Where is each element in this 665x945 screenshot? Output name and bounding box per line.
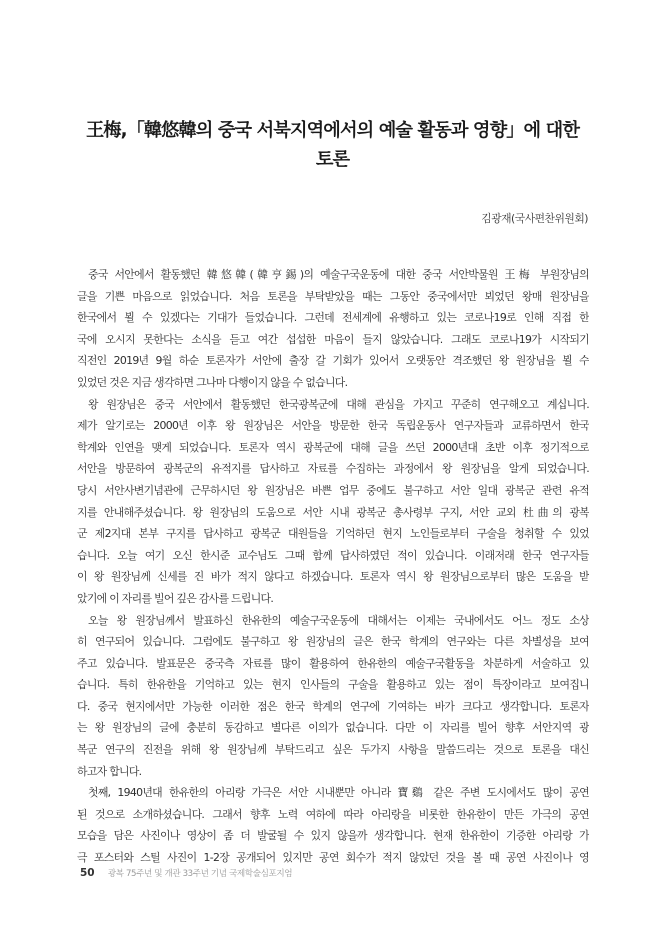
body-line: 있었던 것은 지금 생각하면 그나마 다행이지 않을 수 없습니다. (77, 375, 348, 389)
body-line: 첫째, 1940년대 한유한의 아리랑 가극은 서안 시내뿐만 아니라 寶鷄 같은 주변 도시에서도 많이 공연 (88, 786, 589, 800)
body-line: 복군 연구의 진전을 위해 왕 원장님께 부탁드리고 싶은 두가지 사항을 말씀드리는 것으로 토론을 대신 (77, 743, 589, 757)
body-line: 국에 오시지 못한다는 소식을 듣고 여간 섭섭한 마음이 들지 않았습니다. 그래도 코로나19가 시작되기 (77, 332, 589, 346)
body-line: 군 제2지대 본부 구지를 답사하고 광복군 대원들을 기억하던 현지 노인들로부터 구술을 청취할 수 있었 (77, 527, 589, 541)
body-line: 당시 서안사변기념관에 근무하시던 왕 원장님은 바쁜 업무 중에도 불구하고 서안 일대 광복군 관련 유적 (77, 483, 589, 497)
body-line: 오늘 왕 원장님께서 발표하신 한유한의 예술구국운동에 대해서는 이제는 국내에서도 어느 정도 소상 (88, 613, 589, 627)
author-affiliation: 김광재(국사편찬위원회) (481, 212, 588, 225)
page-footer (80, 867, 292, 879)
body-line: 았기에 이 자리를 빌어 깊은 감사를 드립니다. (77, 591, 274, 605)
body-line: 모습을 담은 사진이나 영상이 좀 더 발굴될 수 있지 않을까 생각합니다. 현재 한유한이 기증한 아리랑 가 (77, 829, 589, 843)
body-line: 하고자 합니다. (77, 764, 142, 778)
running-title: 광복 75주년 및 개관 33주년 기념 국제학술심포지엄 (107, 869, 293, 879)
title-line-2: 토론 (315, 149, 350, 170)
body-line: 다. 중국 현지에서만 가능한 이러한 점은 한국 학계의 연구에 기여하는 바가 크다고 생각합니다. 토론자 (77, 699, 589, 713)
body-line: 중국 서안에서 활동했던 韓悠韓(韓亨錫)의 예술구국운동에 대한 중국 서안박물원 王梅 부원장님의 (88, 268, 589, 281)
body-line: 제가 알기로는 2000년 이후 왕 원장님은 서안을 방문한 한국 독립운동사 연구자들과 교류하면서 한국 (77, 419, 589, 433)
body-line: 습니다. 오늘 여기 오신 한시준 교수님도 그때 함께 답사하였던 적이 있습니다. 이래저래 한국 연구자들 (77, 548, 589, 562)
body-line: 주고 있습니다. 발표문은 중국측 자료를 많이 활용하여 한유한의 예술구국활동을 차분하게 서술하고 있 (77, 656, 589, 670)
body-line: 직전인 2019년 9월 하순 토론자가 서안에 출장 갈 기회가 있어서 오랫동안 격조했던 왕 원장님을 뵐 수 (77, 354, 589, 368)
body-line: 왕 원장님은 중국 서안에서 활동했던 한국광복군에 대해 관심을 가지고 꾸준히 연구해오고 계십니다. (88, 397, 589, 411)
body-line: 지를 안내해주셨습니다. 왕 원장님의 도움으로 서안 시내 광복군 총사령부 구지, 서안 교외 杜曲의 광복 (77, 505, 589, 519)
title-line-1: 王梅,「韓悠韓의 중국 서북지역에서의 예술 활동과 영향」에 대한 (86, 120, 579, 141)
body-line: 글을 기쁜 마음으로 읽었습니다. 처음 토론을 부탁받았을 때는 그동안 중국에서만 뵈었던 왕매 원장님을 (77, 289, 589, 303)
body-text (77, 264, 589, 869)
body-line: 학계와 인연을 맺게 되었습니다. 토론자 역시 광복군에 대해 글을 쓰던 2000년대 초반 이후 정기적으로 (77, 440, 589, 454)
body-line: 서안을 방문하여 광복군의 유적지를 답사하고 자료를 수집하는 과정에서 왕 원장님을 알게 되었습니다. (77, 462, 589, 476)
body-line: 는 왕 원장님의 글에 충분히 동감하고 별다른 이의가 없습니다. 다만 이 자리를 빌어 향후 서안지역 광 (77, 721, 589, 735)
body-line: 습니다. 특히 한유한을 기억하고 있는 현지 인사들의 구술을 활용하고 있는 점이 특장이라고 보여집니 (77, 678, 589, 692)
page-title (60, 116, 605, 174)
body-line: 이 왕 원장님께 신세를 진 바가 적지 않다고 하겠습니다. 토론자 역시 왕 원장님으로부터 많은 도움을 받 (77, 570, 589, 584)
body-line: 히 연구되어 있습니다. 그럼에도 불구하고 왕 원장님의 글은 한국 학계의 연구와는 다른 차별성을 보여 (77, 635, 589, 649)
body-line: 극 포스터와 스틸 사진이 1-2장 공개되어 있지만 공연 회수가 적지 않았던 것을 볼 때 공연 사진이나 영 (77, 851, 589, 865)
body-line: 된 것으로 소개하셨습니다. 그래서 향후 노력 여하에 따라 아리랑을 비롯한 한유한이 만든 가극의 공연 (77, 807, 589, 821)
body-line: 한국에서 뵐 수 있겠다는 기대가 들었습니다. 그런데 전세계에 유행하고 있는 코로나19로 인해 직접 한 (77, 311, 589, 325)
page-number: 50 (80, 867, 95, 879)
